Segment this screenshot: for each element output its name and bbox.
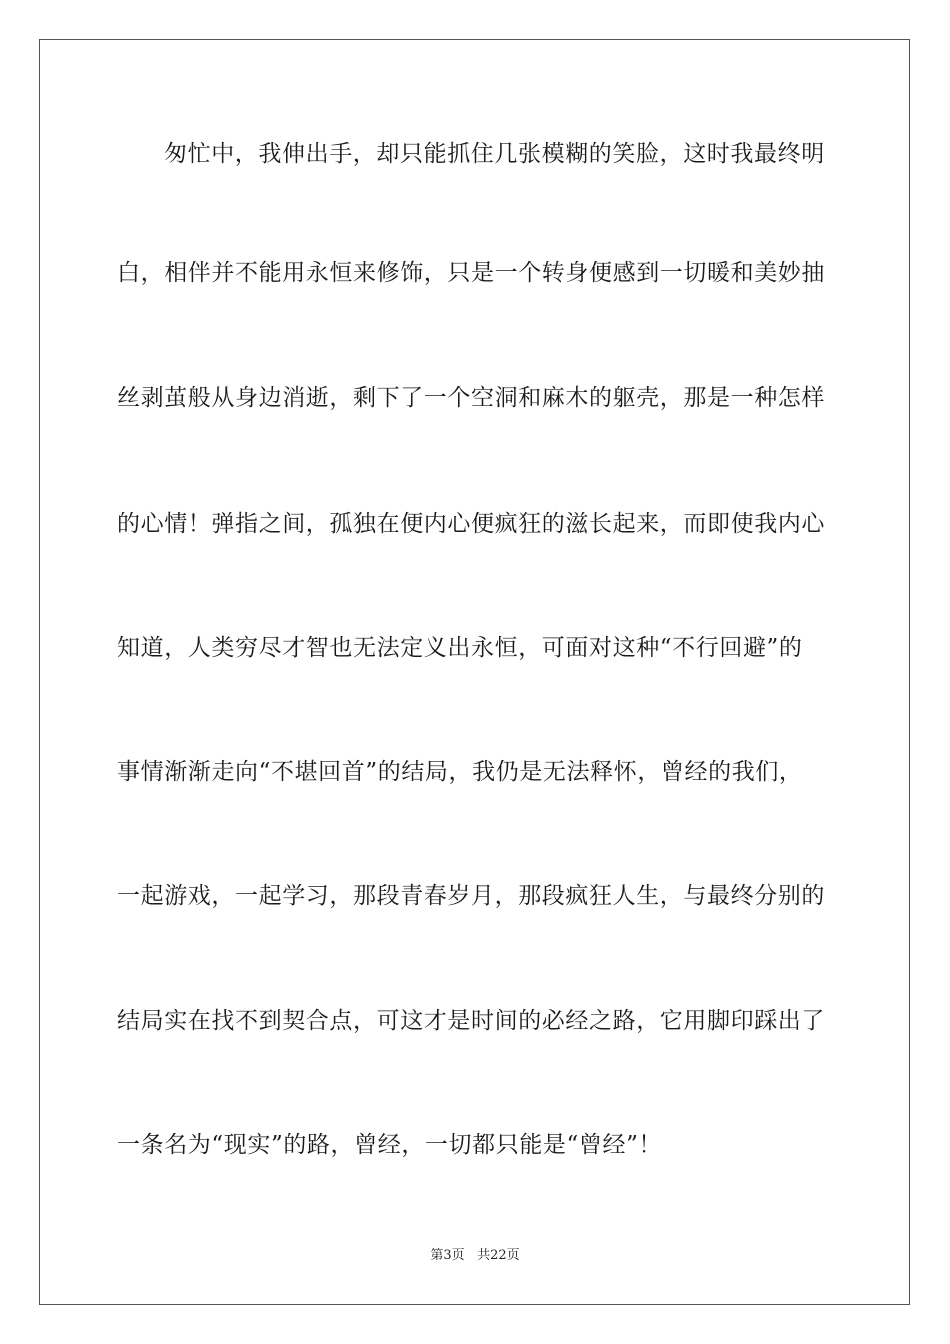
page-number: 第3页: [430, 1248, 465, 1263]
body-text-line: 知道，人类穷尽才智也无法定义出永恒，可面对这种“不行回避”的: [117, 635, 803, 661]
body-text-line: 丝剥茧般从身边消逝，剩下了一个空洞和麻木的躯壳，那是一种怎样: [117, 385, 825, 411]
body-text-line: 结局实在找不到契合点，可这才是时间的必经之路，它用脚印踩出了: [117, 1008, 825, 1034]
page-footer: [0, 1247, 950, 1265]
body-text-line: 事情渐渐走向“不堪回首”的结局，我仍是无法释怀，曾经的我们，: [117, 759, 803, 785]
body-text-line: 匆忙中，我伸出手，却只能抓住几张模糊的笑脸，这时我最终明: [164, 141, 825, 167]
body-text-line: 的心情！弹指之间，孤独在便内心便疯狂的滋长起来，而即使我内心: [117, 511, 825, 537]
page-border: [39, 39, 910, 1305]
body-text-line: 一起游戏，一起学习，那段青春岁月，那段疯狂人生，与最终分别的: [117, 883, 825, 909]
total-pages: 共22页: [477, 1248, 520, 1263]
body-text-line: 白，相伴并不能用永恒来修饰，只是一个转身便感到一切暖和美妙抽: [117, 260, 825, 286]
body-text-line: 一条名为“现实”的路，曾经，一切都只能是“曾经”！: [117, 1132, 663, 1158]
